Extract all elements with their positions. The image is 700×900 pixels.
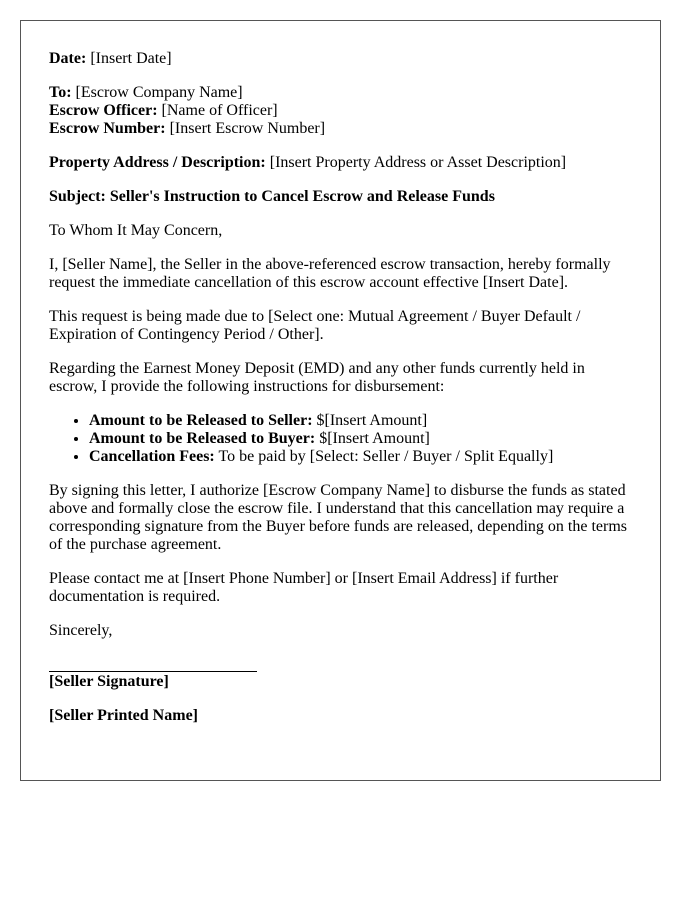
list-item: • Amount to be Released to Buyer: $[Insert Amount] bbox=[89, 430, 632, 448]
paragraph-contact: Please contact me at [Insert Phone Number] or [Insert Email Address] if further documentation is required. bbox=[49, 570, 559, 605]
paragraph-authorization: By signing this letter, I authorize [Escrow Company Name] to disburse the funds as stated above and formally close the escrow file. I understand that this cancellation may require a corresponding signature from the Buyer before funds are released, depending on the terms of the purchase agreement. bbox=[49, 482, 628, 553]
disbursement-list bbox=[49, 412, 632, 466]
seller-printed-name: [Seller Printed Name] bbox=[49, 707, 198, 724]
signature-line bbox=[49, 671, 257, 672]
paragraph-reason: This request is being made due to [Select one: Mutual Agreement / Buyer Default / Expiration of Contingency Period / Other]. bbox=[49, 308, 581, 343]
date-line: Date: [Insert Date] bbox=[49, 50, 172, 67]
seller-signature: [Seller Signature] bbox=[49, 673, 169, 690]
recipient-block: To: [Escrow Company Name] Escrow Officer: [Name of Officer] Escrow Number: [Insert Escrow Number] bbox=[49, 84, 326, 137]
paragraph-funds: Regarding the Earnest Money Deposit (EMD) and any other funds currently held in escrow, I provide the following instructions for disbursement: bbox=[49, 360, 585, 395]
letter bbox=[20, 20, 661, 781]
paragraph-request: I, [Seller Name], the Seller in the above-referenced escrow transaction, hereby formally request the immediate cancellation of this escrow account effective [Insert Date]. bbox=[49, 256, 611, 291]
list-item: • Amount to be Released to Seller: $[Insert Amount] bbox=[89, 412, 632, 430]
list-item: • Cancellation Fees: To be paid by [Select: Seller / Buyer / Split Equally] bbox=[89, 448, 632, 466]
property-line: Property Address / Description: [Insert Property Address or Asset Description] bbox=[49, 154, 567, 171]
salutation: To Whom It May Concern, bbox=[49, 222, 223, 239]
sign-off: Sincerely, bbox=[49, 622, 113, 639]
subject-line: Subject: Seller's Instruction to Cancel Escrow and Release Funds bbox=[49, 188, 495, 205]
